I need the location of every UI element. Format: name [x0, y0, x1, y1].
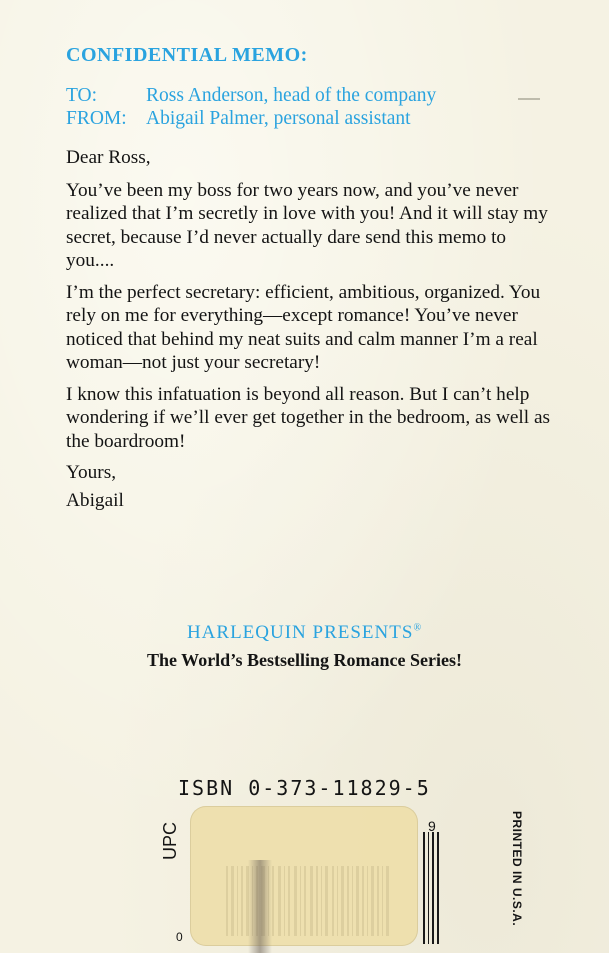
memo-from-label: FROM: [66, 108, 127, 129]
letter-greeting: Dear Ross, [66, 147, 151, 168]
memo-from-line [66, 108, 411, 130]
upc-label: UPC [160, 821, 180, 860]
tape-mark [248, 860, 272, 953]
brand-name-text: HARLEQUIN PRESENTS [186, 622, 414, 643]
letter-paragraph-3: I know this infatuation is beyond all reason. But I can’t help wondering if we’ll ever get together in the bedroom, as well as the boardroom! [66, 383, 551, 452]
memo-to-label: TO: [66, 85, 98, 106]
pen-mark [518, 98, 540, 100]
letter-closing: Yours, [66, 462, 117, 483]
brand-name [0, 622, 609, 644]
letter-paragraph-2: I’m the perfect secretary: efficient, ambitious, organized. You rely on me for everything—except romance! You’ve never noticed that behind my neat suits and calm manner I’m a real woman—not just your secretary! [66, 281, 541, 373]
letter-paragraph-1: You’ve been my boss for two years now, and you’ve never realized that I’m secretly in love with you! And it will stay my secret, because I’d never actually dare send this memo to you.... [66, 179, 548, 271]
letter-signature: Abigail [66, 489, 124, 511]
isbn-text: ISBN 0-373-11829-5 [178, 776, 431, 800]
memo-to-value: Ross Anderson, head of the company [146, 85, 437, 106]
brand-tagline: The World’s Bestselling Romance Series! [147, 650, 462, 670]
price-sticker [190, 806, 418, 946]
upc-lead-digit: 0 [176, 930, 183, 944]
memo-title: CONFIDENTIAL MEMO: [66, 44, 308, 66]
printed-in-usa: PRINTED IN U.S.A. [510, 811, 524, 927]
registered-mark: ® [413, 622, 423, 634]
upc-check-digit: 9 [428, 818, 436, 834]
addon-barcode [421, 832, 441, 944]
memo-to-line [66, 85, 436, 107]
letter-body [66, 146, 556, 520]
memo-from-value: Abigail Palmer, personal assistant [146, 108, 411, 129]
